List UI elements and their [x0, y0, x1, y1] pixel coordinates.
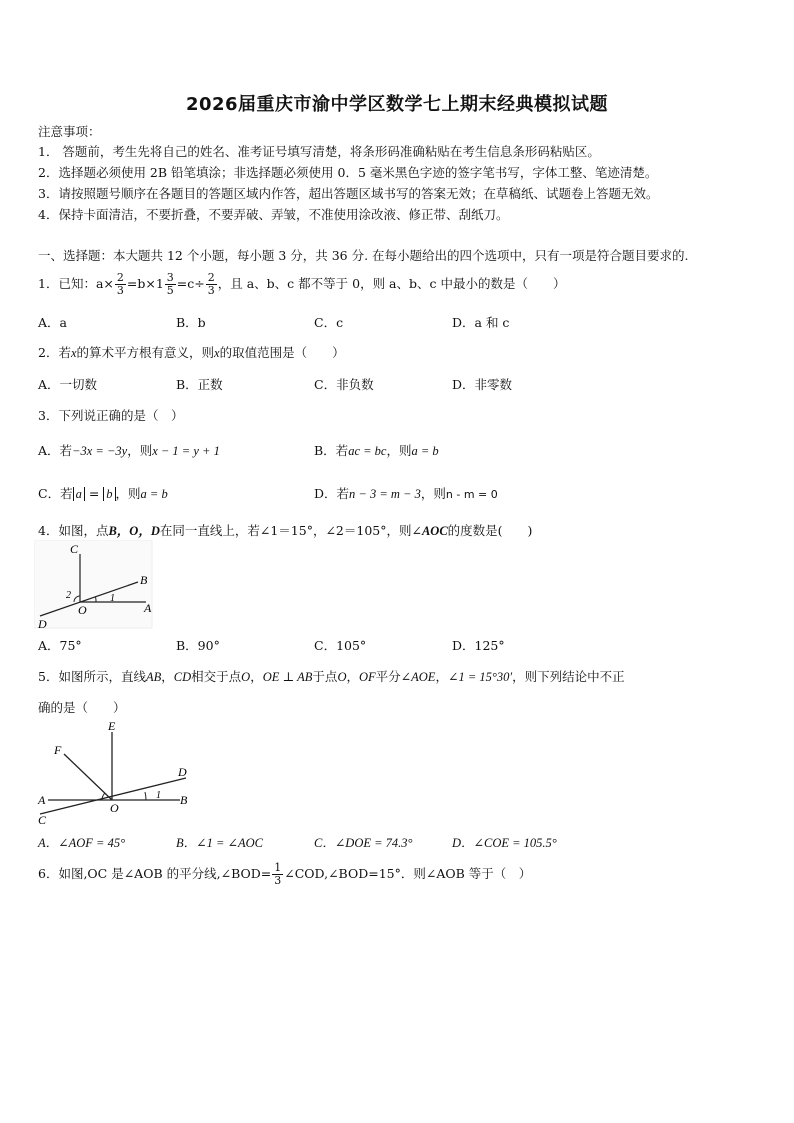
option-b[interactable]: B．90°: [176, 638, 220, 653]
fig-label-c: C: [70, 542, 79, 556]
option-b[interactable]: B．若ac = bc，则a = b: [314, 443, 439, 458]
question-6: 6．如图,OC 是∠AOB 的平分线,∠BOD= $\frac{1}{3}$ ∠COD,∠BOD=15°．则∠AOB 等于（ ）: [38, 861, 532, 887]
option-c[interactable]: C．∠DOE = 74.3°: [314, 836, 413, 850]
fig-label-c: C: [38, 813, 47, 827]
page-title: 2026届重庆市渝中学区数学七上期末经典模拟试题: [185, 94, 609, 115]
q1-prefix: 1．已知：a×: [38, 276, 114, 291]
fig-label-a: A: [144, 601, 152, 615]
option-a[interactable]: A．75°: [38, 638, 82, 653]
fig-label-o: O: [78, 603, 87, 617]
q4-figure: [34, 540, 156, 632]
q1-suffix: ，且 a、b、c 都不等于 0，则 a、b、c 中最小的数是（ ）: [217, 276, 566, 291]
fig-label-d: D: [38, 617, 47, 631]
section-heading: 一、选择题：本大题共 12 个小题，每小题 3 分，共 36 分. 在每小题给出的四个选项中，只有一项是符合题目要求的.: [38, 248, 689, 263]
q5-figure: [34, 716, 194, 828]
fig-label-b: B: [140, 573, 148, 587]
notice-item: 3．请按照题号顺序在各题目的答题区域内作答，超出答题区域书写的答案无效；在草稿纸、试题卷上答题无效。: [38, 186, 659, 201]
notice-item: 1． 答题前，考生先将自己的姓名、准考证号填写清楚，将条形码准确粘贴在考生信息条形码粘贴区。: [38, 144, 600, 159]
fig-label-o: O: [110, 801, 119, 815]
question-5-line2: 确的是（ ）: [38, 700, 126, 715]
question-1: [38, 266, 565, 302]
option-c[interactable]: C．105°: [314, 638, 367, 653]
option-c[interactable]: C．若 a = b ，则a = b: [38, 486, 168, 501]
fig-label-b: B: [180, 793, 188, 807]
option-c[interactable]: C．c: [314, 315, 344, 330]
option-a[interactable]: A．a: [38, 315, 67, 330]
question-3: 3．下列说正确的是（ ）: [38, 408, 184, 423]
option-d[interactable]: D．非零数: [452, 377, 513, 392]
fig-angle-2: 2: [66, 590, 71, 601]
q1-mid: =b×1: [126, 276, 164, 291]
fig-angle-1: 1: [110, 593, 115, 604]
q1-fraction: $\frac{2}{3}$: [116, 271, 124, 297]
q1-fraction: $\frac{3}{5}$: [166, 271, 174, 297]
option-d[interactable]: D．a 和 c: [452, 315, 510, 330]
question-4: 4．如图，点B，O，D在同一直线上，若∠1＝15°，∠2＝105°，则∠AOC的度数是( ): [38, 523, 533, 538]
option-d[interactable]: D．若n − 3 = m − 3，则n - m = 0: [314, 486, 498, 501]
option-d[interactable]: D．∠COE = 105.5°: [452, 836, 557, 850]
option-a[interactable]: A．若−3x = −3y，则x − 1 = y + 1: [38, 443, 220, 458]
fig-angle-1: 1: [156, 790, 161, 801]
fig-label-a: A: [38, 793, 46, 807]
option-b[interactable]: B．正数: [176, 377, 223, 392]
notice-item: 2．选择题必须使用 2B 铅笔填涂；非选择题必须使用 0．5 毫米黑色字迹的签字笔书写，字体工整、笔迹清楚。: [38, 165, 658, 180]
fig-label-f: F: [54, 743, 62, 757]
option-a[interactable]: A．一切数: [38, 377, 98, 392]
question-2: 2．若x的算术平方根有意义，则x的取值范围是（ ）: [38, 345, 345, 360]
q1-fraction: $\frac{2}{3}$: [207, 271, 215, 297]
fig-label-d: D: [178, 765, 187, 779]
q1-mid: =c÷: [176, 276, 205, 291]
option-b[interactable]: B．∠1 = ∠AOC: [176, 836, 264, 850]
option-d[interactable]: D．125°: [452, 638, 505, 653]
notice-heading: 注意事项：: [38, 124, 101, 139]
question-5: 5．如图所示，直线AB，CD相交于点O，OE ⊥ AB于点O，OF平分∠AOE，∠1 = 15°30′，则下列结论中不正: [38, 669, 625, 684]
fig-label-e: E: [108, 719, 116, 733]
option-b[interactable]: B．b: [176, 315, 206, 330]
notice-item: 4．保持卡面清洁，不要折叠，不要弄破、弄皱，不准使用涂改液、修正带、刮纸刀。: [38, 207, 509, 222]
q6-fraction: $\frac{1}{3}$: [274, 861, 282, 887]
option-c[interactable]: C．非负数: [314, 377, 374, 392]
option-a[interactable]: A．∠AOF = 45°: [38, 836, 126, 850]
